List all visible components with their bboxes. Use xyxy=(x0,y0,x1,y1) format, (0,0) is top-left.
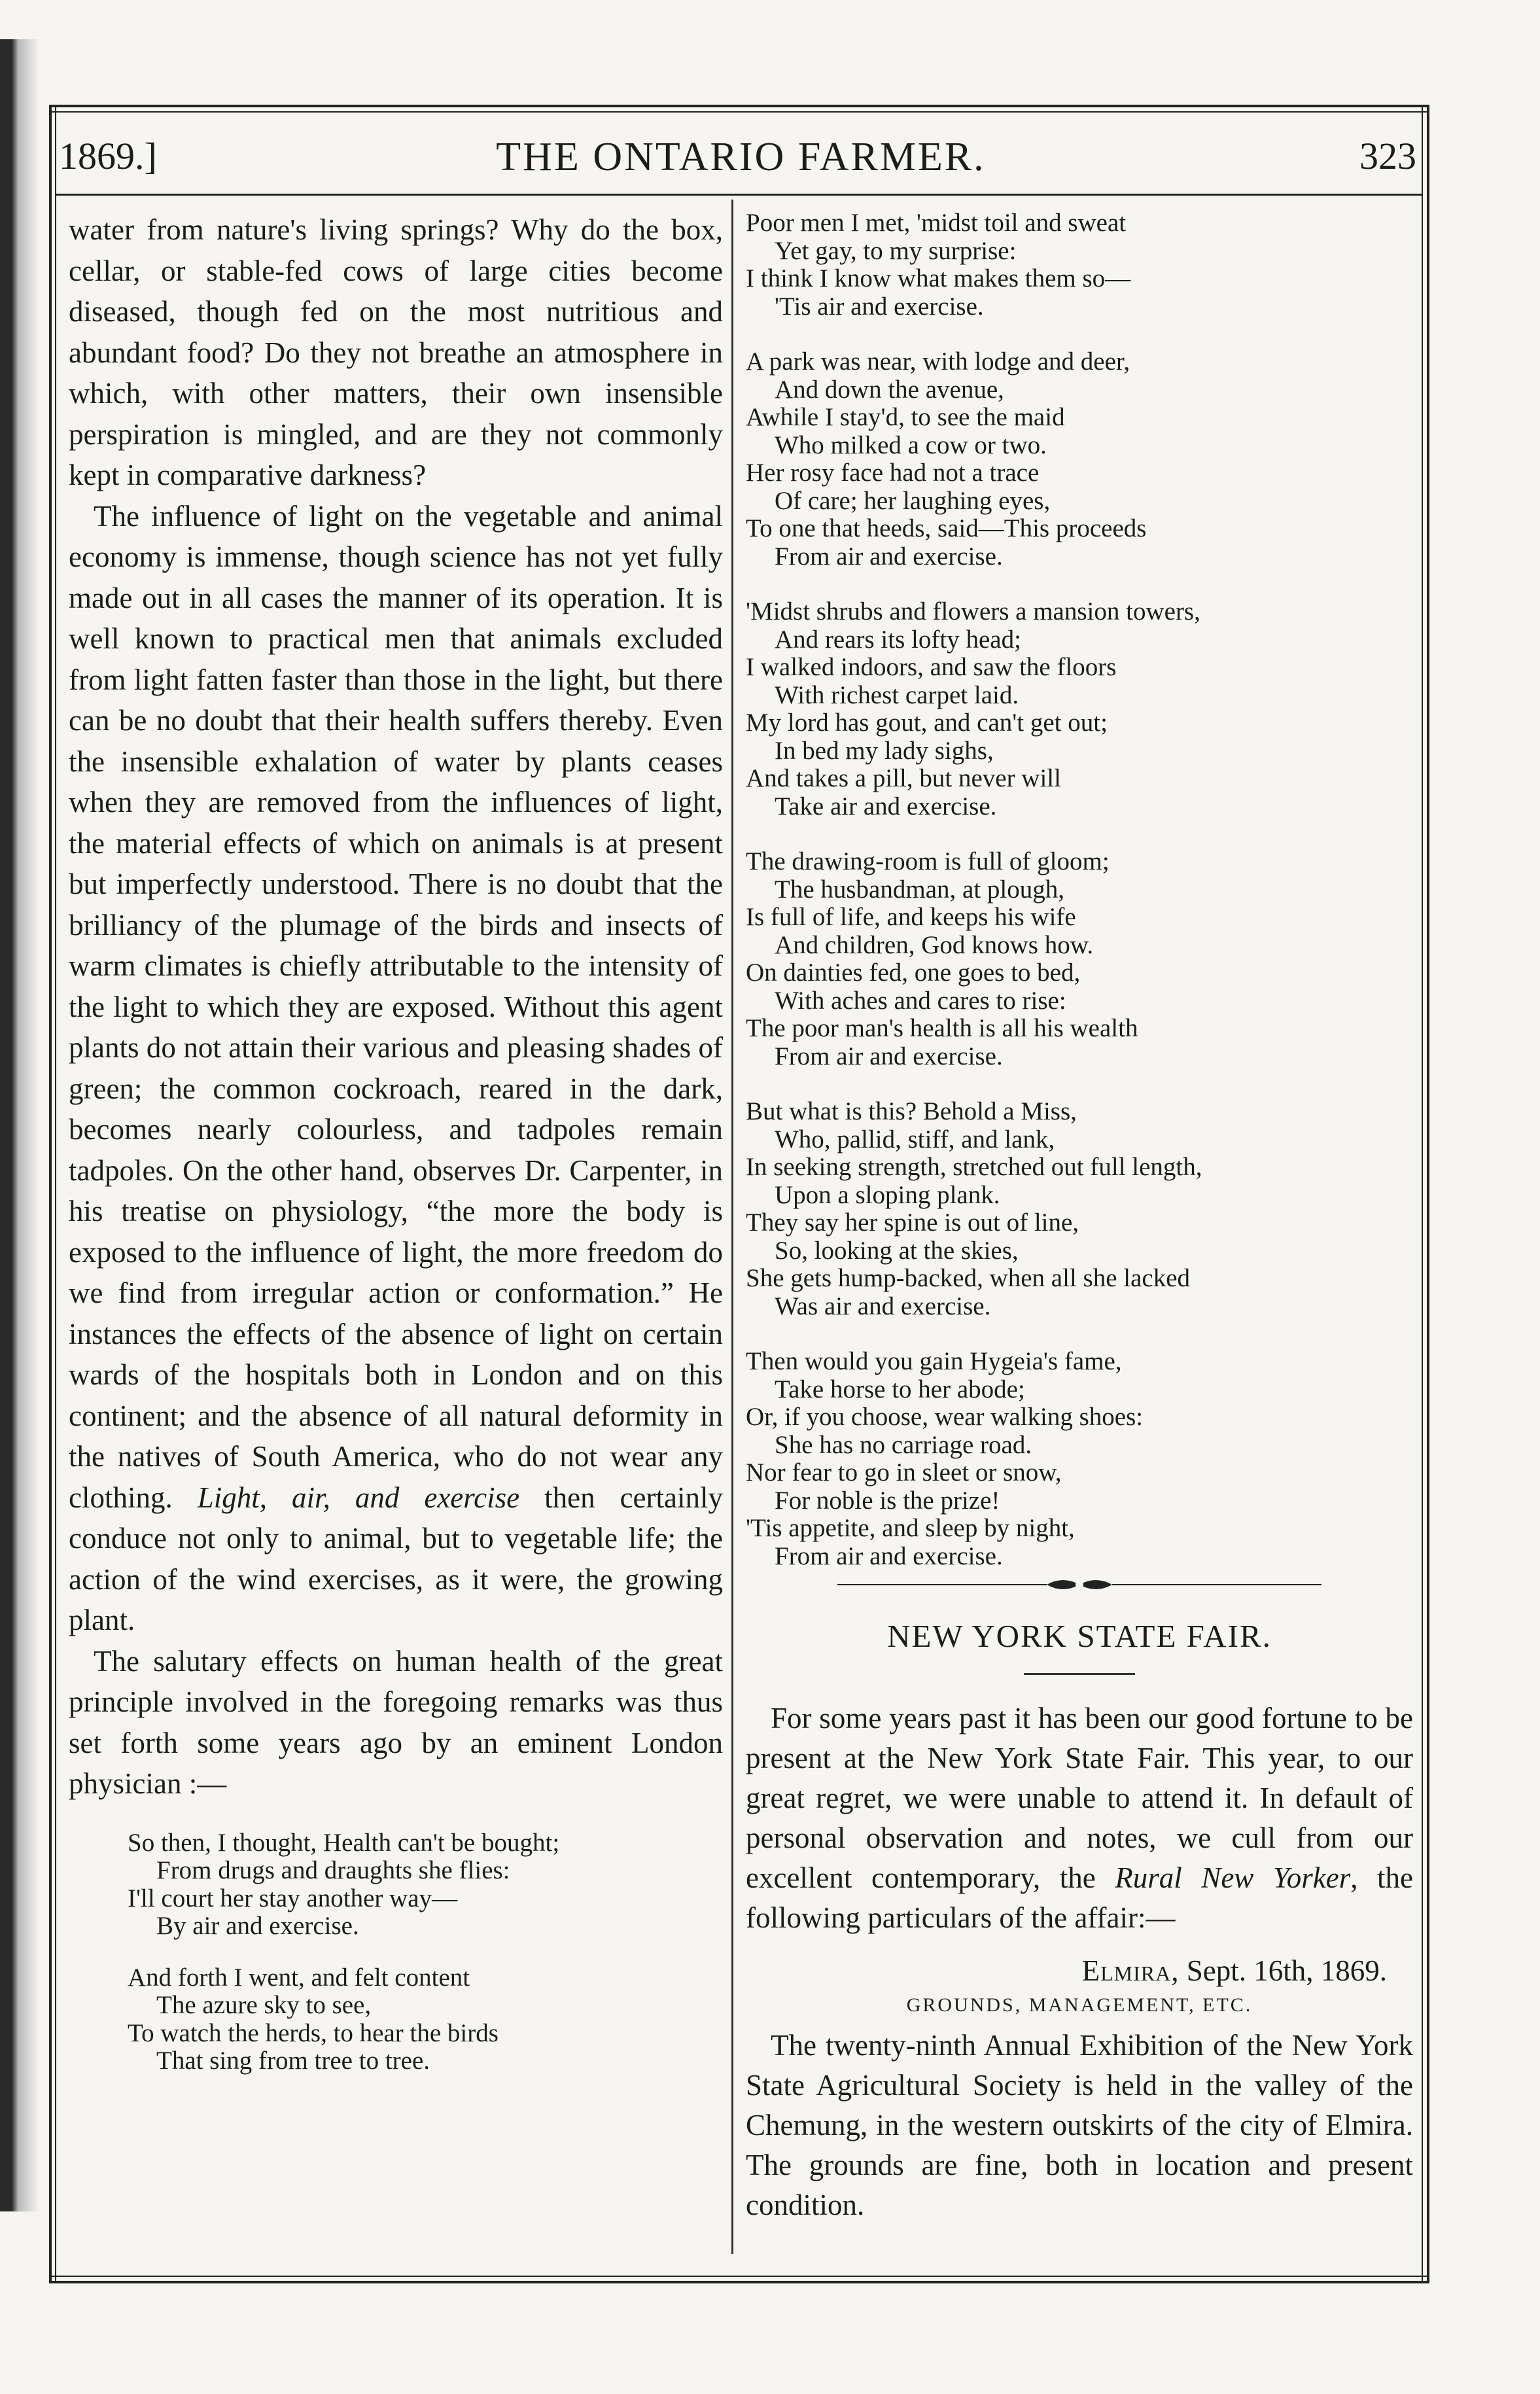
stanza xyxy=(746,1098,1413,1320)
verse-line: The drawing-room is full of gloom; xyxy=(746,847,1110,875)
frame-top-rule xyxy=(49,105,1429,107)
verse-line: Was air and exercise. xyxy=(775,1292,991,1320)
paragraph: The salutary effects on human health of the great principle involved in the foregoing remarks was thus set forth some years ago by an eminent London physician :— xyxy=(69,1644,723,1800)
subheading: GROUNDS, MANAGEMENT, ETC. xyxy=(906,1994,1253,2016)
paragraph xyxy=(69,496,723,1641)
verse-line: And forth I went, and felt content xyxy=(128,1963,470,1992)
frame-bottom-rule xyxy=(49,2281,1429,2283)
journal-title: THE ONTARIO FARMER. xyxy=(496,135,986,179)
paragraph-text: , the following particulars of the affair:— xyxy=(746,1861,1413,1934)
left-column xyxy=(69,209,723,2099)
verse-line: That sing from tree to tree. xyxy=(156,2047,430,2075)
verse-line: Take air and exercise. xyxy=(775,792,997,820)
header-year: 1869.] xyxy=(59,135,157,177)
column-divider xyxy=(731,200,733,2254)
emphasis: Rural New Yorker xyxy=(1115,1861,1351,1894)
frame-top-rule-inner xyxy=(49,111,1429,113)
title-rule xyxy=(1024,1673,1135,1675)
frame-right-rule xyxy=(1427,105,1429,2283)
page-number: 323 xyxy=(1359,135,1416,177)
verse-line: My lord has gout, and can't get out; xyxy=(746,709,1108,737)
stanza xyxy=(128,1829,723,1941)
emphasis: Light, air, and exercise xyxy=(197,1481,520,1514)
frame-left-rule-inner xyxy=(55,105,56,2283)
stanza xyxy=(746,1348,1413,1570)
page-header xyxy=(59,134,1423,196)
verse-line: Is full of life, and keeps his wife xyxy=(746,903,1076,931)
verse-line: A park was near, with lodge and deer, xyxy=(746,347,1130,376)
verse-line: So then, I thought, Health can't be bought; xyxy=(128,1828,560,1857)
stanza xyxy=(128,1964,723,2075)
stanza xyxy=(746,209,1413,321)
verse-line: Nor fear to go in sleet or snow, xyxy=(746,1458,1062,1487)
fair-report xyxy=(746,2026,1413,2225)
verse-line: Who milked a cow or two. xyxy=(775,431,1047,459)
verse-line: The azure sky to see, xyxy=(156,1991,372,2019)
verse-line: Who, pallid, stiff, and lank, xyxy=(775,1125,1055,1153)
verse-line: From drugs and draughts she flies: xyxy=(156,1856,510,1884)
verse-line: I'll court her stay another way— xyxy=(128,1884,458,1912)
paragraph xyxy=(746,1699,1413,1938)
verse-line: The poor man's health is all his wealth xyxy=(746,1014,1138,1042)
verse-line: With aches and cares to rise: xyxy=(775,986,1066,1015)
verse-line: From air and exercise. xyxy=(775,542,1003,571)
dateline-date: Sept. 16th, 1869. xyxy=(1179,1954,1387,1987)
paragraph-text: For some years past it has been our good fortune to be present at the New York State Fair. This year, to our great regret, we were unable to attend it. In default of personal observation and notes, we cull from our excellent contemporary, the xyxy=(746,1702,1413,1894)
verse-line: And takes a pill, but never will xyxy=(746,764,1061,792)
binding-shadow xyxy=(0,39,39,2211)
verse-line: I walked indoors, and saw the floors xyxy=(746,653,1117,681)
fair-intro xyxy=(746,1699,1413,1938)
verse-line: Or, if you choose, wear walking shoes: xyxy=(746,1403,1144,1431)
stanza xyxy=(746,348,1413,571)
verse-line: By air and exercise. xyxy=(156,1912,359,1940)
verse-line: 'Tis air and exercise. xyxy=(775,292,984,321)
verse-line: But what is this? Behold a Miss, xyxy=(746,1097,1077,1125)
verse-line: To one that heeds, said—This proceeds xyxy=(746,514,1147,542)
left-prose xyxy=(69,209,723,1804)
verse-line: 'Midst shrubs and flowers a mansion towers, xyxy=(746,597,1200,625)
verse-line: From air and exercise. xyxy=(775,1042,1003,1070)
verse-line: To watch the herds, to hear the birds xyxy=(128,2018,499,2047)
verse-line: They say her spine is out of line, xyxy=(746,1208,1079,1237)
verse-line: She has no carriage road. xyxy=(775,1430,1032,1459)
right-column xyxy=(746,209,1413,2225)
verse-line: Upon a sloping plank. xyxy=(775,1180,1000,1209)
verse-line: From air and exercise. xyxy=(775,1541,1003,1570)
paragraph: The twenty-ninth Annual Exhibition of the New York State Agricultural Society is held in the valley of the Chemung, in the western outskirts of the city of Elmira. The grounds are fine, both in location and present condition. xyxy=(746,2029,1413,2221)
verse-line: Awhile I stay'd, to see the maid xyxy=(746,403,1065,431)
verse-line: On dainties fed, one goes to bed, xyxy=(746,959,1081,987)
section-ornament xyxy=(837,1575,1321,1594)
verse-line: Of care; her laughing eyes, xyxy=(775,486,1051,515)
frame-left-rule xyxy=(49,105,52,2283)
dateline xyxy=(746,1954,1387,1988)
verse-line: For noble is the prize! xyxy=(775,1486,1000,1515)
verse-line: Her rosy face had not a trace xyxy=(746,459,1040,487)
verse-line: Take horse to her abode; xyxy=(775,1375,1025,1403)
verse-line: Yet gay, to my surprise: xyxy=(775,236,1017,265)
verse-line: In bed my lady sighs, xyxy=(775,736,994,765)
verse-line: In seeking strength, stretched out full length, xyxy=(746,1153,1202,1181)
verse-line: She gets hump-backed, when all she lacked xyxy=(746,1264,1191,1292)
verse-line: So, looking at the skies, xyxy=(775,1236,1019,1265)
verse-line: And down the avenue, xyxy=(775,375,1004,404)
paragraph: water from nature's living springs? Why do the box, cellar, or stable-fed cows of large cities become diseased, though fed on the most nutritious and abundant food? Do they not breathe an atmosphere in which, with other matters, their own insensible perspiration is mingled, and are they not commonly kept in comparative darkness? xyxy=(69,213,723,491)
verse-line: I think I know what makes them so— xyxy=(746,264,1131,292)
frame-bottom-rule-inner xyxy=(49,2276,1429,2277)
section-title: NEW YORK STATE FAIR. xyxy=(887,1618,1272,1654)
dateline-place: Elmira, xyxy=(1081,1954,1180,1987)
paragraph-text: The influence of light on the vegetable and animal economy is immense, though science has not yet fully made out in all cases the manner of its operation. It is well known to practical men that animals excluded from light fatten faster than those in the light, but there can be no doubt that their health suffers thereby. Even the insensible exhalation of water by plants ceases when they are removed from the influences of light, the material effects of which on animals is at present but imperfectly understood. There is no doubt that the brilliancy of the plumage of the birds and insects of warm climates is chiefly attributable to the intensity of the light to which they are exposed. Without this agent plants do not attain their various and pleasing shades of green; the common cockroach, reared in the dark, becomes nearly colourless, and tadpoles remain tadpoles. On the other hand, observes Dr. Carpenter, in his treatise on physiology, “the more the body is exposed to the influence of light, the more freedom do we find from irregular action or conformation.” He instances the effects of the absence of light on certain wards of the hospitals both in London and on this continent; and the absence of all natural deformity in the natives of South America, who do not wear any clothing. xyxy=(69,499,723,1514)
frame-right-rule-inner xyxy=(1422,105,1423,2283)
verse-line: The husbandman, at plough, xyxy=(775,875,1064,904)
verse-line: Poor men I met, 'midst toil and sweat xyxy=(746,209,1127,237)
stanza xyxy=(746,848,1413,1070)
verse-line: And children, God knows how. xyxy=(775,930,1094,959)
poem-left xyxy=(69,1829,723,2075)
verse-line: Then would you gain Hygeia's fame, xyxy=(746,1347,1122,1375)
poem-right xyxy=(746,209,1413,1570)
paragraph-text: then certainly conduce not only to animal, but to vegetable life; the action of the wind exercises, as it were, the growing plant. xyxy=(69,1481,723,1636)
verse-line: With richest carpet laid. xyxy=(775,680,1019,709)
verse-line: 'Tis appetite, and sleep by night, xyxy=(746,1514,1075,1542)
verse-line: And rears its lofty head; xyxy=(775,625,1021,654)
stanza xyxy=(746,598,1413,820)
